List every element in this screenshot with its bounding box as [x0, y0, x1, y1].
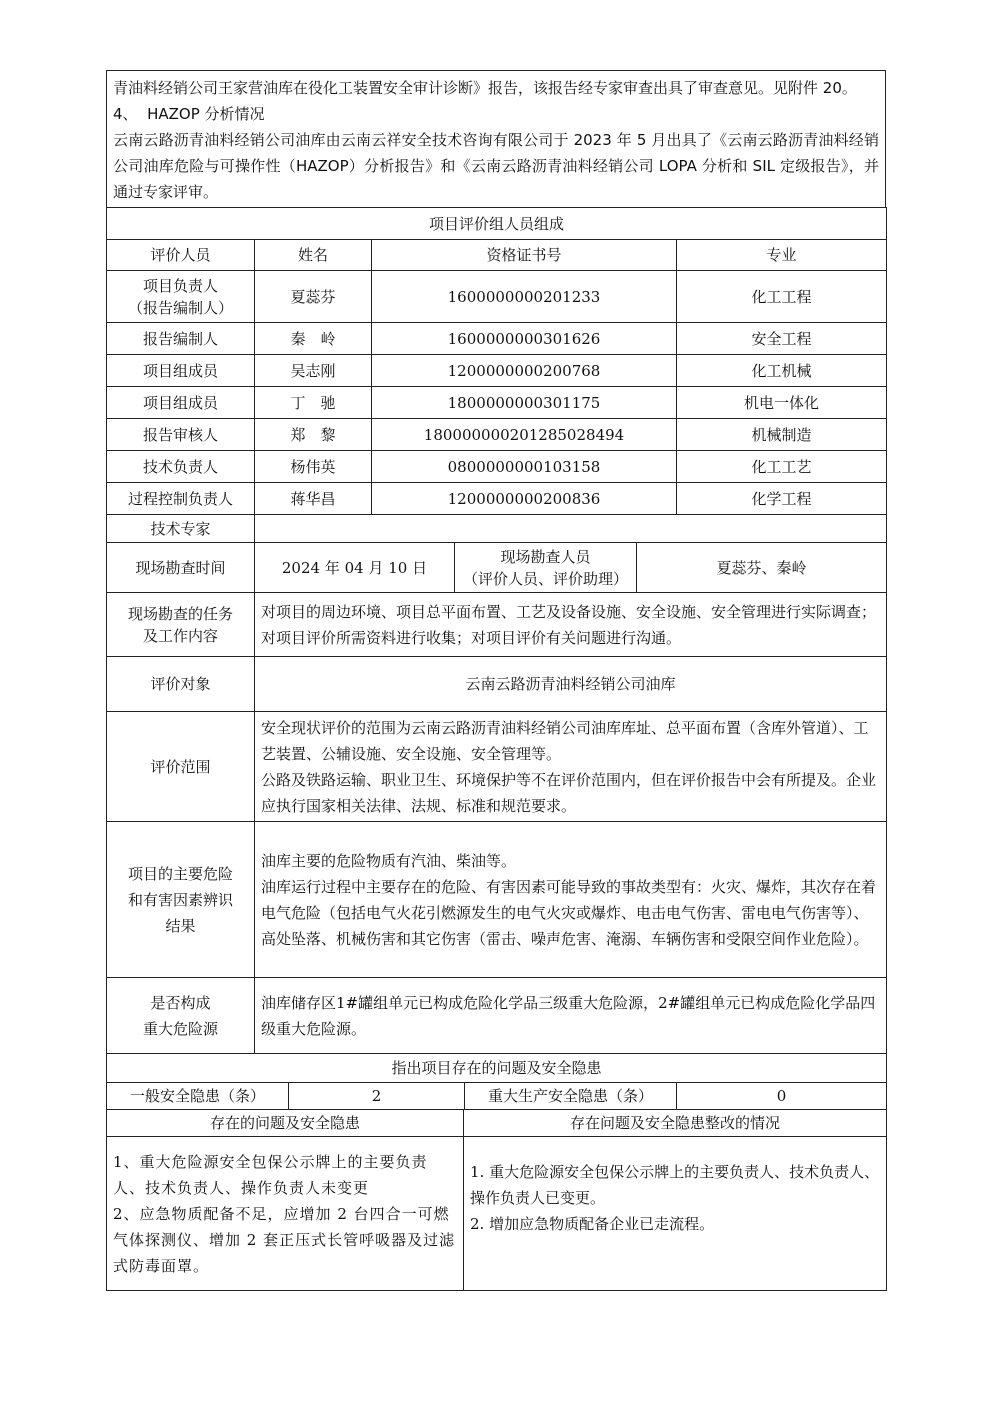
major-hazard-count: 0	[677, 1082, 887, 1109]
name-cell: 郑 黎	[255, 419, 372, 451]
range-paragraph-2: 公路及铁路运输、职业卫生、环境保护等不在评价范围内，但在评价报告中会有所提及。企业应执行国家相关法律、法规、标准和规范要求。	[261, 770, 877, 815]
major-cell: 化学工程	[677, 483, 887, 515]
list-item: 2. 增加应急物质配备企业已走流程。	[470, 1215, 715, 1233]
rectification-column-header: 存在问题及安全隐患整改的情况	[464, 1110, 887, 1137]
major-hazard-label: 重大生产安全隐患（条）	[465, 1082, 677, 1109]
role-cell: 报告编制人	[107, 323, 255, 355]
table-row	[107, 387, 887, 419]
survey-people-label	[455, 543, 637, 593]
list-item: 1、重大危险源安全包保公示牌上的主要负责人、技术负责人、操作负责人未变更	[113, 1153, 428, 1197]
cert-cell: 1200000000200836	[372, 483, 677, 515]
name-cell: 夏蕊芬	[255, 271, 372, 323]
table-row	[107, 355, 887, 387]
cert-cell: 1200000000200768	[372, 355, 677, 387]
table-row	[107, 271, 887, 323]
survey-people-value: 夏蕊芬、秦岭	[637, 543, 887, 593]
table-row	[107, 451, 887, 483]
issues-table	[106, 1054, 887, 1110]
role-cell	[107, 271, 255, 323]
cert-cell: 1800000000301175	[372, 387, 677, 419]
major-cell: 化工机械	[677, 355, 887, 387]
major-source-label-line2: 重大危险源	[142, 1019, 218, 1038]
intro-paragraph-2: 云南云路沥青油料经销公司油库由云南云祥安全技术咨询有限公司于 2023 年 5 月出具了《云南云路沥青油料经销公司油库危险与可操作性（HAZOP）分析报告》和《云南云路沥青油料经销公司 LOPA 分析和 SIL 定级报告》，并通过专家评审。	[113, 131, 879, 201]
cert-cell: 1600000000301626	[372, 323, 677, 355]
issues-list	[107, 1137, 464, 1291]
survey-task-label	[107, 593, 255, 657]
intro-paragraph-1: 青油料经销公司王家营油库在役化工装置安全审计诊断》报告，该报告经专家审查出具了审查意见。见附件 20。	[113, 79, 857, 97]
general-hazard-count: 2	[289, 1082, 465, 1109]
name-cell: 丁 驰	[255, 387, 372, 419]
survey-time-value: 2024 年 04 月 10 日	[255, 543, 455, 593]
table-row	[107, 419, 887, 451]
major-source-label-line1: 是否构成	[150, 993, 211, 1012]
name-cell: 杨伟英	[255, 451, 372, 483]
major-cell: 化工工艺	[677, 451, 887, 483]
header-role: 评价人员	[107, 240, 255, 271]
evaluation-table	[106, 207, 887, 1054]
survey-task-value: 对项目的周边环境、项目总平面布置、工艺及设备设施、安全设施、安全管理进行实际调查；对项目评价所需资料进行收集；对项目评价有关问题进行沟通。	[255, 593, 887, 657]
name-cell: 吴志刚	[255, 355, 372, 387]
hazards-label	[107, 822, 255, 978]
hazards-paragraph-1: 油库主要的危险物质有汽油、柴油等。	[261, 851, 517, 870]
table-row	[107, 323, 887, 355]
major-cell: 安全工程	[677, 323, 887, 355]
hazards-label-line1: 项目的主要危险	[127, 864, 233, 883]
intro-section	[106, 70, 886, 207]
role-cell: 项目组成员	[107, 387, 255, 419]
survey-people-label-line1: 现场勘查人员	[500, 547, 591, 566]
header-major: 专业	[677, 240, 887, 271]
cert-cell: 0800000000103158	[372, 451, 677, 483]
hazards-label-line3: 结果	[165, 916, 196, 935]
range-value	[255, 712, 887, 822]
issues-title: 指出项目存在的问题及安全隐患	[107, 1054, 887, 1082]
name-cell: 秦 岭	[255, 323, 372, 355]
survey-people-label-line2: （评价人员、评价助理）	[462, 569, 628, 588]
hazop-heading: 4、 HAZOP 分析情况	[113, 105, 265, 123]
role-cell: 技术负责人	[107, 451, 255, 483]
table-row	[107, 483, 887, 515]
issues-column-header: 存在的问题及安全隐患	[107, 1110, 464, 1137]
name-cell: 蒋华昌	[255, 483, 372, 515]
expert-value	[255, 515, 887, 543]
list-item: 2、应急物质配备不足，应增加 2 台四合一可燃气体探测仪、增加 2 套正压式长管呼吸器及过滤式防毒面罩。	[113, 1205, 456, 1275]
survey-time-label: 现场勘查时间	[107, 543, 255, 593]
hazards-label-line2: 和有害因素辨识	[127, 890, 233, 909]
role-cell: 项目组成员	[107, 355, 255, 387]
cert-cell: 180000000201285028494	[372, 419, 677, 451]
major-cell: 化工工程	[677, 271, 887, 323]
role-line2: （报告编制人）	[127, 298, 233, 317]
survey-task-label-line2: 及工作内容	[142, 626, 218, 645]
document-sheet	[106, 70, 886, 1291]
object-label: 评价对象	[107, 657, 255, 712]
hazards-value	[255, 822, 887, 978]
range-label: 评价范围	[107, 712, 255, 822]
header-name: 姓名	[255, 240, 372, 271]
role-line1: 项目负责人	[142, 276, 218, 295]
role-cell: 过程控制负责人	[107, 483, 255, 515]
major-cell: 机械制造	[677, 419, 887, 451]
survey-task-label-line1: 现场勘查的任务	[127, 604, 233, 623]
general-hazard-label: 一般安全隐患（条）	[107, 1082, 289, 1109]
header-cert: 资格证书号	[372, 240, 677, 271]
list-item: 1. 重大危险源安全包保公示牌上的主要负责人、技术负责人、操作负责人已变更。	[470, 1163, 880, 1207]
role-cell: 报告审核人	[107, 419, 255, 451]
major-cell: 机电一体化	[677, 387, 887, 419]
major-source-value: 油库储存区1#罐组单元已构成危险化学品三级重大危险源，2#罐组单元已构成危险化学品四级重大危险源。	[255, 978, 887, 1054]
team-title: 项目评价组人员组成	[107, 208, 887, 240]
cert-cell: 1600000000201233	[372, 271, 677, 323]
rectification-list	[464, 1137, 887, 1291]
rectification-table	[106, 1110, 887, 1292]
major-source-label	[107, 978, 255, 1054]
hazards-paragraph-2: 油库运行过程中主要存在的危险、有害因素可能导致的事故类型有：火灾、爆炸，其次存在着电气危险（包括电气火花引燃源发生的电气火灾或爆炸、电击电气伤害、雷电电气伤害等）、高处坠落、机械伤害和其它伤害（雷击、噪声危害、淹溺、车辆伤害和受限空间作业危险）。	[261, 877, 877, 948]
expert-label: 技术专家	[107, 515, 255, 543]
range-paragraph-1: 安全现状评价的范围为云南云路沥青油料经销公司油库库址、总平面布置（含库外管道）、工艺装置、公辅设施、安全设施、安全管理等。	[261, 718, 869, 763]
object-value: 云南云路沥青油料经销公司油库	[255, 657, 887, 712]
